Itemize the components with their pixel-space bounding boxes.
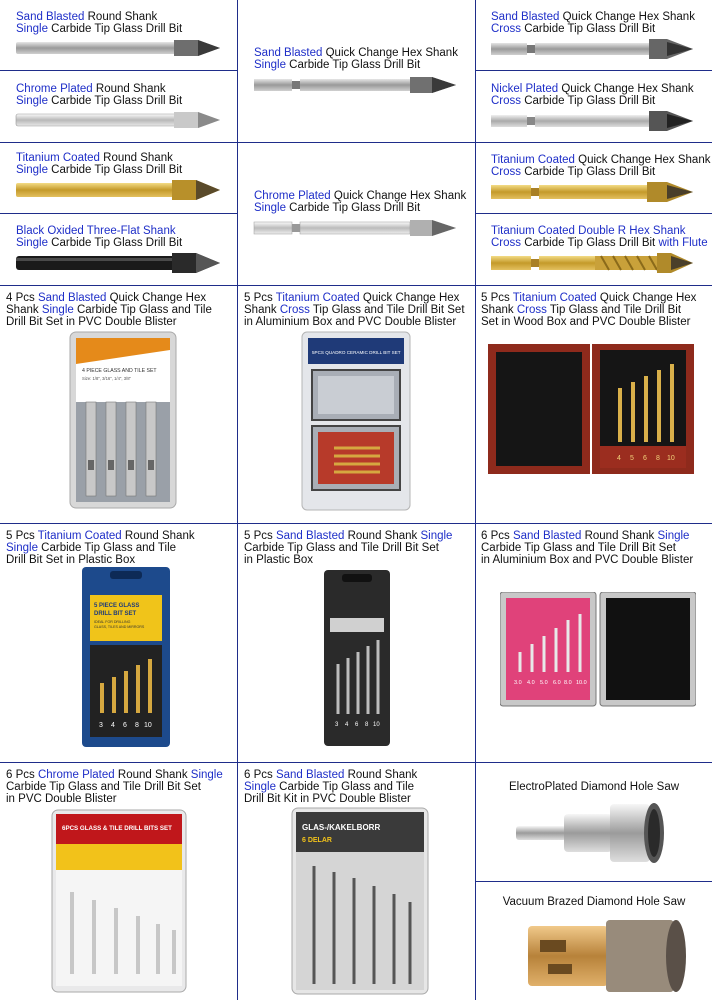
caption-text: Drill Bit Set in Plastic Box [6,554,136,566]
caption-text: 5 Pcs [6,530,38,542]
caption-text: Quick Change Hex Shank [574,154,711,166]
caption-text: 5 Pcs [244,530,276,542]
caption-line [491,23,695,35]
aluminium-box-image [300,330,412,512]
drill-bit-image [14,251,224,275]
caption-text: Carbide Tip Glass and Tile [73,304,212,316]
caption-text: 6 Pcs [481,530,513,542]
highlight-text: Single [254,202,286,214]
caption-line [491,11,695,23]
caption-text: in Aluminium Box and PVC Double Blister [481,554,694,566]
caption-line [254,47,458,59]
divider [237,0,238,1000]
highlight-text: Sand Blasted [491,11,560,23]
wood-box-image [488,344,694,476]
size-label: 10 [667,455,675,462]
caption [491,154,710,178]
highlight-text: Cross [491,95,522,107]
caption-line [6,781,223,793]
caption-line [254,59,458,71]
caption [244,530,452,566]
highlight-text: Sand Blasted [275,530,345,542]
caption [244,769,417,805]
package-text: 6PCS GLASS & TILE DRILL BITS SET [62,825,172,832]
caption [6,530,195,566]
caption [254,47,458,71]
caption-line [481,304,696,316]
caption-line [244,793,417,805]
caption-text: Carbide Tip Glass Drill Bit [285,59,421,71]
caption-text: Round Shank [121,530,195,542]
divider [475,0,476,1000]
caption-line [491,154,710,166]
divider [0,213,237,214]
caption-text: Quick Change Hex Shank [330,190,467,202]
size-label: 4.0 [527,680,535,686]
highlight-text: Sand Blasted [275,769,345,781]
caption-line [244,292,465,304]
caption-line [16,237,182,249]
package-text: GLASS, TILES AND MIRRORS [94,625,145,629]
caption-text: Tip Glass and Tile Drill Bit Set [309,304,465,316]
highlight-text: Sand Blasted [37,292,107,304]
caption-text: Quick Change Hex [596,292,697,304]
highlight-text: Titanium Coated [37,530,122,542]
caption-text: Round Shank [581,530,658,542]
package-text: IDEAL FOR DRILLING [94,620,131,624]
caption-line [16,11,182,23]
highlight-text: with Flute [658,237,708,249]
caption-text: Round Shank [84,11,158,23]
size-label: 3 [99,722,103,729]
blister-pack-image [290,806,430,996]
caption-text: Quick Change Hex Shank [322,47,458,59]
caption-line [6,793,223,805]
caption [244,292,465,328]
caption-text: Carbide Tip Glass Drill Bit [47,23,183,35]
caption-line [491,83,694,95]
package-text: Size: 1/8", 3/16", 1/4", 3/8" [82,376,132,381]
size-label: 6 [643,455,647,462]
drill-bit-image [252,75,462,95]
caption-line [481,316,696,328]
caption-line [481,554,693,566]
size-label: 4 [617,455,621,462]
caption [476,781,712,793]
caption-text: Shank [244,304,280,316]
caption-line [244,304,465,316]
caption-text: Carbide Tip Glass and Tile [275,781,415,793]
caption-text: Round Shank [344,530,421,542]
divider [0,762,712,763]
highlight-text: Single [254,59,286,71]
highlight-text: Single [16,164,48,176]
divider [0,70,237,71]
size-label: 6 [123,722,127,729]
size-label: 10 [373,722,380,728]
divider [475,213,712,214]
caption-text: Tip Glass and Tile Drill Bit [546,304,682,316]
hole-saw-image [514,796,674,872]
size-label: 6 [355,722,359,728]
caption-text: Carbide Tip Glass Drill Bit [285,202,421,214]
highlight-text: Nickel Plated [491,83,559,95]
divider [475,881,712,882]
caption-line [244,530,452,542]
caption-line [16,23,182,35]
caption-line [481,292,696,304]
drill-bit-image [14,110,224,130]
package-text: 5 PIECE GLASS [94,603,140,609]
caption-text: Round Shank [344,769,418,781]
highlight-text: Cross [516,304,547,316]
caption [6,292,212,328]
caption-text: Round Shank [92,83,166,95]
caption-text: 6 Pcs [244,769,276,781]
highlight-text: Single [244,781,276,793]
caption-text: Drill Bit Kit in PVC Double Blister [244,793,411,805]
highlight-text: Cross [491,166,522,178]
caption [491,225,708,249]
caption-line [244,542,452,554]
caption-text: 5 Pcs [481,292,513,304]
caption-line [6,316,212,328]
highlight-text: Single [16,95,48,107]
caption-line [6,530,195,542]
caption-line [491,166,710,178]
caption [491,83,694,107]
caption-line [16,225,182,237]
caption-line [6,542,195,554]
size-label: 10.0 [576,680,587,686]
drill-bit-image [489,251,699,275]
highlight-text: Titanium Coated [16,152,100,164]
divider [0,142,712,143]
package-text: GLAS-/KAKELBORR [302,823,381,832]
highlight-text: Cross [491,237,522,249]
size-label: 4 [111,722,115,729]
divider [0,285,712,286]
caption-text: Carbide Tip Glass and Tile Drill Bit Set [6,781,201,793]
size-label: 6.0 [553,680,561,686]
blister-pack-image [50,808,188,994]
caption-line [6,304,212,316]
caption [476,896,712,908]
plastic-box-image [80,565,172,749]
caption-line [16,83,182,95]
highlight-text: Single [657,530,690,542]
highlight-text: Single [41,304,74,316]
highlight-text: Single [16,23,48,35]
highlight-text: Single [190,769,223,781]
caption-line [16,95,182,107]
highlight-text: Cross [491,23,522,35]
caption-text: 5 Pcs [244,292,276,304]
caption-text: Carbide Tip Glass Drill Bit [47,237,183,249]
size-label: 3 [335,722,339,728]
caption-text: in PVC Double Blister [6,793,117,805]
caption-text: Carbide Tip Glass Drill Bit [521,23,656,35]
size-label: 8 [365,722,369,728]
highlight-text: Single [16,237,48,249]
highlight-text: Chrome Plated [254,190,331,202]
caption-line [244,554,452,566]
package-text: 5PCS QUADRO CERAMIC DRILL BIT SET [312,350,401,355]
caption-line [16,152,182,164]
highlight-text: Sand Blasted [512,530,582,542]
caption-text: Carbide Tip Glass and Tile Drill Bit Set [244,542,439,554]
caption-line [491,225,708,237]
caption-text: Carbide Tip Glass Drill Bit [47,164,183,176]
size-label: 4 [345,722,349,728]
size-label: 5 [630,455,634,462]
caption [491,11,695,35]
caption [481,530,693,566]
hole-saw-image [526,912,690,998]
caption-line [254,202,466,214]
drill-bit-image [252,218,462,238]
highlight-text: Black Oxided Three-Flat Shank [16,225,176,237]
drill-bit-image [489,110,699,132]
caption-text: Vacuum Brazed Diamond Hole Saw [502,896,686,908]
drill-bit-image [14,38,224,58]
highlight-text: Titanium Coated [275,292,360,304]
caption-line [491,237,708,249]
caption-line [481,542,693,554]
caption [254,190,466,214]
caption-text: in Aluminium Box and PVC Double Blister [244,316,457,328]
package-text: 4 PIECE GLASS AND TILE SET [82,368,157,374]
caption-line [254,190,466,202]
caption-line [476,781,712,793]
caption-line [476,896,712,908]
caption-text: Shank [6,304,42,316]
caption-text: Drill Bit Set in PVC Double Blister [6,316,177,328]
size-label: 8.0 [564,680,572,686]
package-text: DRILL BIT SET [94,611,137,617]
caption-text: Quick Change Hex Shank [558,83,694,95]
size-label: 10 [144,722,152,729]
highlight-text: Titanium Coated [491,154,575,166]
size-label: 3.0 [514,680,522,686]
highlight-text: Cross [279,304,310,316]
caption-line [6,292,212,304]
caption-line [244,769,417,781]
highlight-text: Single [6,542,38,554]
caption-line [244,781,417,793]
caption-line [481,530,693,542]
caption-text: Quick Change Hex [106,292,207,304]
caption-text: Carbide Tip Glass and Tile Drill Bit Set [481,542,676,554]
caption [16,83,182,107]
caption-line [244,316,465,328]
caption-text: Set in Wood Box and PVC Double Blister [481,316,691,328]
caption [481,292,696,328]
size-label: 8 [656,455,660,462]
caption-line [16,164,182,176]
caption [6,769,223,805]
highlight-text: Sand Blasted [254,47,323,59]
highlight-text: Titanium Coated Double R Hex Shank [491,225,686,237]
highlight-text: Single [420,530,453,542]
caption-text: Carbide Tip Glass Drill Bit [521,166,656,178]
highlight-text: Sand Blasted [16,11,85,23]
divider [0,523,712,524]
caption-text: in Plastic Box [244,554,314,566]
highlight-text: Chrome Plated [37,769,115,781]
blister-pack-image [68,330,178,510]
caption-text: Round Shank [114,769,191,781]
caption-text: Carbide Tip Glass Drill Bit [521,237,659,249]
drill-bit-image [489,38,699,60]
package-text: 6 DELAR [302,837,332,844]
caption-text: Carbide Tip Glass Drill Bit [47,95,183,107]
caption-text: 4 Pcs [6,292,38,304]
size-label: 5.0 [540,680,548,686]
aluminium-case-image [500,592,696,708]
size-label: 8 [135,722,139,729]
divider [475,70,712,71]
caption-text: Round Shank [99,152,173,164]
caption-text: Quick Change Hex Shank [559,11,695,23]
highlight-text: Titanium Coated [512,292,597,304]
caption [16,11,182,35]
caption [16,152,182,176]
drill-bit-image [489,180,699,204]
plastic-box-image [322,568,392,748]
drill-bit-image [14,178,224,202]
caption-text: 6 Pcs [6,769,38,781]
caption-text: Quick Change Hex [359,292,460,304]
caption-text: Carbide Tip Glass and Tile [37,542,177,554]
caption-text: ElectroPlated Diamond Hole Saw [508,781,680,793]
caption-text: Carbide Tip Glass Drill Bit [521,95,656,107]
caption-line [6,769,223,781]
caption-line [491,95,694,107]
highlight-text: Chrome Plated [16,83,93,95]
caption-text: Shank [481,304,517,316]
caption [16,225,182,249]
